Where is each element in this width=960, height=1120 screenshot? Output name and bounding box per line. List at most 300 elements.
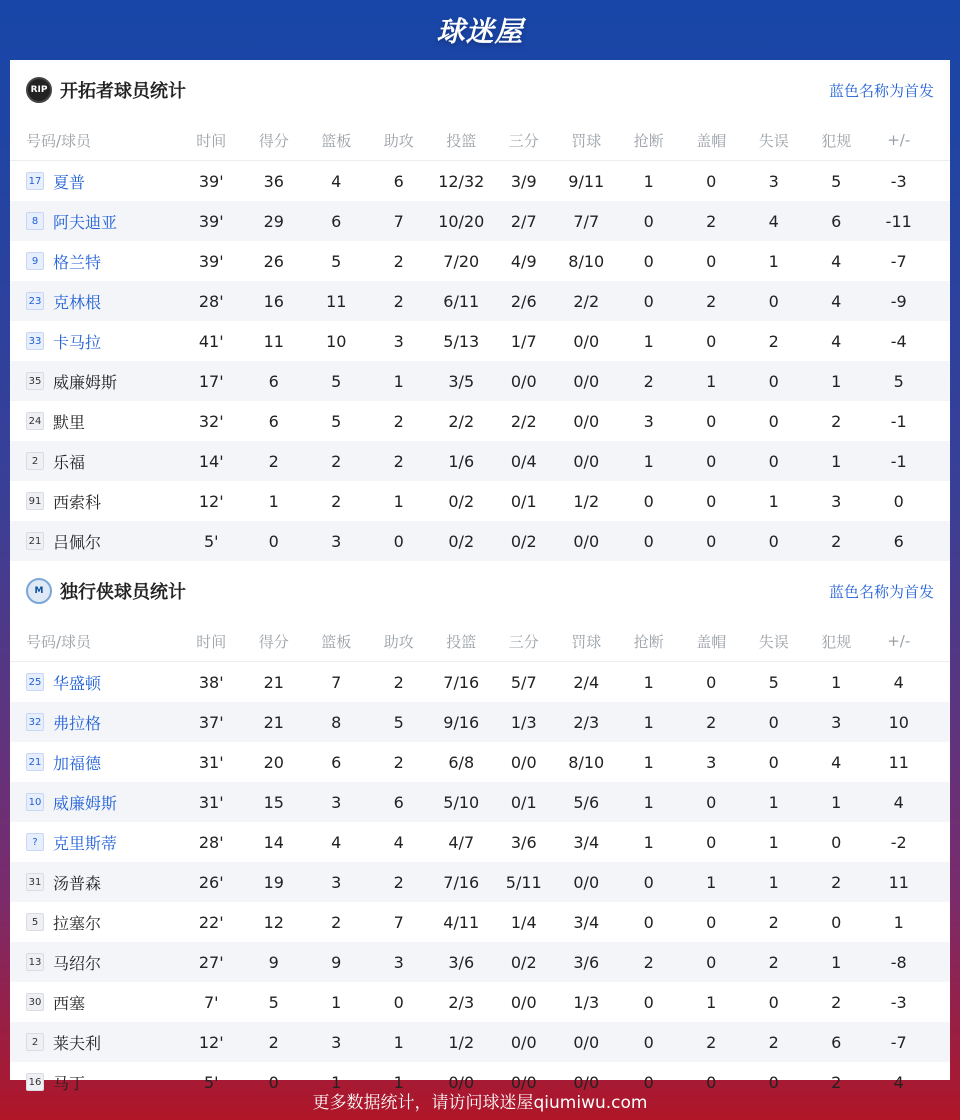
stat-cell: 2 bbox=[768, 912, 779, 932]
stat-cell: 0/0 bbox=[510, 371, 537, 391]
table-header-row bbox=[10, 120, 950, 161]
stat-cell: 6 bbox=[831, 1032, 842, 1052]
player-name[interactable]: 西索科 bbox=[53, 492, 102, 512]
stat-cell: 0/2 bbox=[448, 531, 475, 551]
column-header: 失误 bbox=[758, 632, 789, 651]
stat-cell: 0 bbox=[643, 912, 654, 932]
stat-cell: 29 bbox=[263, 211, 284, 231]
stat-cell: 1 bbox=[393, 1032, 404, 1052]
stat-cell: 4/11 bbox=[443, 912, 480, 932]
player-cell bbox=[10, 791, 180, 814]
player-name[interactable]: 威廉姆斯 bbox=[53, 372, 118, 392]
team-logo-icon: RIP bbox=[26, 77, 52, 103]
stat-cell: -9 bbox=[890, 291, 907, 311]
stat-cell: 37' bbox=[198, 712, 224, 732]
stat-cell: 0/0 bbox=[510, 992, 537, 1012]
player-cell bbox=[10, 871, 180, 894]
column-header: 号码/球员 bbox=[26, 131, 92, 150]
stat-cell: 4 bbox=[331, 171, 342, 191]
stat-cell: 1 bbox=[393, 1072, 404, 1092]
stat-cell: 4/9 bbox=[510, 251, 537, 271]
stat-cell: 7' bbox=[203, 992, 219, 1012]
stat-cell: 4 bbox=[893, 672, 904, 692]
column-header: 盖帽 bbox=[696, 632, 727, 651]
stat-cell: 4 bbox=[831, 752, 842, 772]
jersey-number: 5 bbox=[26, 913, 44, 931]
stat-cell: 2 bbox=[393, 872, 404, 892]
stat-cell: 2 bbox=[706, 1032, 717, 1052]
player-row[interactable] bbox=[10, 862, 950, 902]
stat-cell: 0 bbox=[893, 491, 904, 511]
stat-cell: 5' bbox=[203, 1072, 219, 1092]
brand-logo: 球迷屋 bbox=[436, 15, 524, 48]
stat-cell: 39' bbox=[198, 171, 224, 191]
stat-cell: 4 bbox=[331, 832, 342, 852]
player-row[interactable] bbox=[10, 742, 950, 782]
player-row[interactable] bbox=[10, 361, 950, 401]
stat-cell: 0 bbox=[768, 1072, 779, 1092]
stat-cell: 5 bbox=[831, 171, 842, 191]
stat-cell: 0 bbox=[768, 531, 779, 551]
stat-cell: 1 bbox=[831, 371, 842, 391]
stat-cell: 10/20 bbox=[438, 211, 485, 231]
stat-cell: 1 bbox=[706, 872, 717, 892]
team-title: 开拓者球员统计 bbox=[60, 81, 186, 102]
stat-cell: 0 bbox=[706, 411, 717, 431]
stat-cell: 1 bbox=[706, 371, 717, 391]
stat-cell: 4 bbox=[893, 792, 904, 812]
player-name[interactable]: 马绍尔 bbox=[53, 953, 102, 973]
player-row[interactable] bbox=[10, 782, 950, 822]
stat-cell: 0 bbox=[706, 171, 717, 191]
jersey-number: 8 bbox=[26, 212, 44, 230]
stat-cell: 0 bbox=[768, 712, 779, 732]
stat-cell: 1 bbox=[768, 872, 779, 892]
team-section bbox=[10, 561, 950, 1102]
stat-cell: 3 bbox=[706, 752, 717, 772]
stat-cell: 0/0 bbox=[573, 411, 600, 431]
stat-cell: -7 bbox=[890, 251, 907, 271]
column-header: 篮板 bbox=[321, 632, 352, 651]
stat-cell: 7/7 bbox=[573, 211, 600, 231]
jersey-number: 16 bbox=[26, 1073, 44, 1091]
player-name[interactable]: 阿夫迪亚 bbox=[53, 212, 118, 232]
stat-cell: 3 bbox=[331, 531, 342, 551]
player-row[interactable] bbox=[10, 281, 950, 321]
player-name[interactable]: 克林根 bbox=[53, 292, 102, 312]
stat-cell: 5/6 bbox=[573, 792, 600, 812]
player-cell bbox=[10, 330, 180, 353]
team-title: 独行侠球员统计 bbox=[60, 582, 186, 603]
stat-cell: 5 bbox=[331, 371, 342, 391]
player-row[interactable] bbox=[10, 982, 950, 1022]
stat-cell: 2/3 bbox=[448, 992, 475, 1012]
stat-cell: -8 bbox=[890, 952, 907, 972]
player-row[interactable] bbox=[10, 521, 950, 561]
column-header: 犯规 bbox=[821, 632, 852, 651]
stat-cell: 0 bbox=[706, 331, 717, 351]
column-header: 三分 bbox=[508, 632, 539, 651]
player-row[interactable] bbox=[10, 401, 950, 441]
team-logo-icon: M bbox=[26, 578, 52, 604]
stat-cell: 2 bbox=[268, 1032, 279, 1052]
stat-cell: 41' bbox=[198, 331, 224, 351]
jersey-number: 10 bbox=[26, 793, 44, 811]
player-cell bbox=[10, 711, 180, 734]
stat-cell: 4 bbox=[393, 832, 404, 852]
stat-cell: 5 bbox=[331, 251, 342, 271]
player-cell bbox=[10, 290, 180, 313]
jersey-number: ? bbox=[26, 833, 44, 851]
stat-cell: 2 bbox=[268, 451, 279, 471]
stat-cell: 0/0 bbox=[510, 1072, 537, 1092]
stat-cell: 0 bbox=[643, 1072, 654, 1092]
jersey-number: 30 bbox=[26, 993, 44, 1011]
stat-cell: 39' bbox=[198, 251, 224, 271]
column-header: 投篮 bbox=[446, 131, 477, 150]
stat-cell: 3/6 bbox=[573, 952, 600, 972]
stat-cell: 5/13 bbox=[443, 331, 480, 351]
player-row[interactable] bbox=[10, 822, 950, 862]
jersey-number: 35 bbox=[26, 372, 44, 390]
player-cell bbox=[10, 210, 180, 233]
stat-cell: 1 bbox=[643, 451, 654, 471]
starter-legend-note: 蓝色名称为首发 bbox=[828, 81, 934, 100]
player-row[interactable] bbox=[10, 321, 950, 361]
player-row[interactable] bbox=[10, 481, 950, 521]
stat-cell: 1/4 bbox=[510, 912, 537, 932]
stat-cell: 32' bbox=[198, 411, 224, 431]
stat-cell: 0 bbox=[643, 291, 654, 311]
stat-cell: 1 bbox=[268, 491, 279, 511]
column-header: 盖帽 bbox=[696, 131, 727, 150]
stat-cell: 12 bbox=[263, 912, 284, 932]
stat-cell: 3/9 bbox=[510, 171, 537, 191]
column-header: 得分 bbox=[258, 131, 289, 150]
stat-cell: 4 bbox=[893, 1072, 904, 1092]
stat-cell: 0/4 bbox=[510, 451, 537, 471]
stat-cell: 5 bbox=[393, 712, 404, 732]
stat-cell: 1 bbox=[768, 251, 779, 271]
stat-cell: 27' bbox=[198, 952, 224, 972]
stat-cell: 5 bbox=[768, 672, 779, 692]
stat-cell: 26 bbox=[263, 251, 284, 271]
stat-cell: 3 bbox=[643, 411, 654, 431]
stat-cell: 0 bbox=[831, 912, 842, 932]
stat-cell: 2 bbox=[706, 291, 717, 311]
stat-cell: 20 bbox=[263, 752, 284, 772]
player-row[interactable] bbox=[10, 942, 950, 982]
player-cell bbox=[10, 911, 180, 934]
stat-cell: 2 bbox=[393, 752, 404, 772]
stat-cell: -4 bbox=[890, 331, 907, 351]
column-header: 助攻 bbox=[383, 632, 414, 651]
starter-legend-note: 蓝色名称为首发 bbox=[828, 582, 934, 601]
stat-cell: 0 bbox=[643, 992, 654, 1012]
stat-cell: 0 bbox=[706, 251, 717, 271]
player-name[interactable]: 乐福 bbox=[53, 452, 86, 472]
stat-cell: 1 bbox=[331, 992, 342, 1012]
stat-cell: 1 bbox=[831, 792, 842, 812]
player-name[interactable]: 拉塞尔 bbox=[53, 913, 102, 933]
stat-cell: 0 bbox=[393, 992, 404, 1012]
stat-cell: 2 bbox=[831, 872, 842, 892]
column-header: 罚球 bbox=[571, 632, 602, 651]
stat-cell: 9 bbox=[268, 952, 279, 972]
player-name[interactable]: 马丁 bbox=[53, 1073, 86, 1093]
stat-cell: 2 bbox=[393, 411, 404, 431]
stat-cell: 10 bbox=[888, 712, 909, 732]
player-name[interactable]: 克里斯蒂 bbox=[53, 833, 118, 853]
stat-cell: 0 bbox=[643, 872, 654, 892]
stat-cell: 0 bbox=[706, 792, 717, 812]
jersey-number: 25 bbox=[26, 673, 44, 691]
jersey-number: 24 bbox=[26, 412, 44, 430]
stat-cell: 0/1 bbox=[510, 792, 537, 812]
player-row[interactable] bbox=[10, 161, 950, 201]
stat-cell: 2 bbox=[331, 912, 342, 932]
stat-cell: 0 bbox=[831, 832, 842, 852]
stat-cell: 0 bbox=[768, 992, 779, 1012]
column-header: 抢断 bbox=[633, 131, 664, 150]
stat-cell: 7 bbox=[393, 211, 404, 231]
stat-cell: 0 bbox=[268, 531, 279, 551]
stat-cell: 0/0 bbox=[573, 451, 600, 471]
stat-cell: 9/11 bbox=[568, 171, 605, 191]
stat-cell: 3 bbox=[831, 491, 842, 511]
stat-cell: 0 bbox=[706, 1072, 717, 1092]
column-header: 助攻 bbox=[383, 131, 414, 150]
stat-cell: 2/6 bbox=[510, 291, 537, 311]
stat-cell: 1 bbox=[831, 952, 842, 972]
stat-cell: 2/2 bbox=[573, 291, 600, 311]
column-header: 犯规 bbox=[821, 131, 852, 150]
jersey-number: 91 bbox=[26, 492, 44, 510]
stat-cell: 0 bbox=[393, 531, 404, 551]
player-name[interactable]: 吕佩尔 bbox=[53, 532, 102, 552]
stat-cell: 21 bbox=[263, 672, 284, 692]
stat-cell: 21 bbox=[263, 712, 284, 732]
stat-cell: 8 bbox=[331, 712, 342, 732]
stat-cell: -1 bbox=[890, 411, 907, 431]
stat-cell: 3 bbox=[831, 712, 842, 732]
stat-cell: 7/16 bbox=[443, 672, 480, 692]
stat-cell: 3/6 bbox=[448, 952, 475, 972]
jersey-number: 21 bbox=[26, 753, 44, 771]
column-header: +/- bbox=[887, 632, 911, 650]
player-name[interactable]: 华盛顿 bbox=[53, 673, 102, 693]
stat-cell: 12/32 bbox=[438, 171, 485, 191]
stat-cell: 14 bbox=[263, 832, 284, 852]
player-cell bbox=[10, 410, 180, 433]
stat-cell: 1/2 bbox=[573, 491, 600, 511]
stat-cell: 4 bbox=[831, 291, 842, 311]
stat-cell: 17' bbox=[198, 371, 224, 391]
stat-cell: 2/2 bbox=[510, 411, 537, 431]
jersey-number: 13 bbox=[26, 953, 44, 971]
stat-cell: 2 bbox=[393, 672, 404, 692]
stat-cell: 0 bbox=[706, 952, 717, 972]
stat-cell: 31' bbox=[198, 752, 224, 772]
stat-cell: 7 bbox=[393, 912, 404, 932]
stat-cell: 1 bbox=[643, 752, 654, 772]
stat-cell: 1/7 bbox=[510, 331, 537, 351]
stat-cell: 1 bbox=[393, 371, 404, 391]
stat-cell: 0 bbox=[768, 291, 779, 311]
stat-cell: 6 bbox=[331, 752, 342, 772]
stat-cell: 1/2 bbox=[448, 1032, 475, 1052]
column-header: 得分 bbox=[258, 632, 289, 651]
stat-cell: 2 bbox=[643, 952, 654, 972]
stat-cell: 31' bbox=[198, 792, 224, 812]
stat-cell: 4/7 bbox=[448, 832, 475, 852]
stat-cell: 0 bbox=[643, 251, 654, 271]
stat-cell: 11 bbox=[888, 872, 909, 892]
stat-cell: 5/11 bbox=[505, 872, 542, 892]
column-header: 失误 bbox=[758, 131, 789, 150]
table-header-row bbox=[10, 621, 950, 662]
player-row[interactable] bbox=[10, 902, 950, 942]
player-row[interactable] bbox=[10, 1022, 950, 1062]
stat-cell: -3 bbox=[890, 171, 907, 191]
player-row[interactable] bbox=[10, 201, 950, 241]
stat-cell: 0/2 bbox=[448, 491, 475, 511]
player-name[interactable]: 弗拉格 bbox=[53, 713, 102, 733]
stat-cell: 1/3 bbox=[573, 992, 600, 1012]
stat-cell: 0 bbox=[643, 1032, 654, 1052]
player-cell bbox=[10, 951, 180, 974]
player-cell bbox=[10, 991, 180, 1014]
stat-cell: 3 bbox=[331, 872, 342, 892]
stat-cell: 0 bbox=[706, 451, 717, 471]
stat-cell: 2 bbox=[768, 331, 779, 351]
stat-cell: 0 bbox=[768, 371, 779, 391]
player-name[interactable]: 威廉姆斯 bbox=[53, 793, 118, 813]
stat-cell: 2 bbox=[831, 992, 842, 1012]
stat-cell: 6 bbox=[831, 211, 842, 231]
player-name[interactable]: 默里 bbox=[53, 412, 86, 432]
stat-cell: 2 bbox=[393, 251, 404, 271]
stat-cell: 1 bbox=[831, 672, 842, 692]
stat-cell: 1 bbox=[643, 331, 654, 351]
stat-cell: 2 bbox=[331, 491, 342, 511]
stat-cell: 0 bbox=[643, 531, 654, 551]
footer-text: 更多数据统计，请访问球迷屋qiumiwu.com bbox=[312, 1092, 648, 1113]
stat-cell: 3 bbox=[393, 331, 404, 351]
stat-cell: 0/0 bbox=[573, 531, 600, 551]
column-header: 篮板 bbox=[321, 131, 352, 150]
stat-cell: 0/0 bbox=[573, 371, 600, 391]
player-name[interactable]: 卡马拉 bbox=[53, 332, 102, 352]
stat-cell: 5 bbox=[331, 411, 342, 431]
stat-cell: 8/10 bbox=[568, 752, 605, 772]
stat-cell: 4 bbox=[831, 251, 842, 271]
column-header: 投篮 bbox=[446, 632, 477, 651]
stat-cell: 3/6 bbox=[510, 832, 537, 852]
stat-cell: 0/0 bbox=[573, 1032, 600, 1052]
player-row[interactable] bbox=[10, 662, 950, 702]
stat-cell: 1 bbox=[831, 451, 842, 471]
stat-cell: 5/10 bbox=[443, 792, 480, 812]
player-cell bbox=[10, 370, 180, 393]
player-row[interactable] bbox=[10, 441, 950, 481]
stat-cell: 3 bbox=[768, 171, 779, 191]
stat-cell: 4 bbox=[768, 211, 779, 231]
stat-cell: 36 bbox=[263, 171, 284, 191]
stat-cell: 2/2 bbox=[448, 411, 475, 431]
stat-cell: 1 bbox=[706, 992, 717, 1012]
stat-cell: 7/16 bbox=[443, 872, 480, 892]
stat-cell: -11 bbox=[885, 211, 912, 231]
stat-cell: 0 bbox=[768, 411, 779, 431]
stat-cell: 3/5 bbox=[448, 371, 475, 391]
stat-cell: 9/16 bbox=[443, 712, 480, 732]
column-header: 时间 bbox=[196, 632, 227, 651]
jersey-number: 32 bbox=[26, 713, 44, 731]
stat-cell: 5' bbox=[203, 531, 219, 551]
player-cell bbox=[10, 831, 180, 854]
team-section bbox=[10, 60, 950, 561]
player-name[interactable]: 莱夫利 bbox=[53, 1033, 102, 1053]
stat-cell: 0 bbox=[706, 832, 717, 852]
stat-cell: 2 bbox=[706, 712, 717, 732]
stat-cell: 0 bbox=[706, 672, 717, 692]
stat-cell: 1 bbox=[768, 792, 779, 812]
stat-cell: 1 bbox=[331, 1072, 342, 1092]
stat-cell: 1 bbox=[893, 912, 904, 932]
stat-cell: -1 bbox=[890, 451, 907, 471]
stat-cell: 0/2 bbox=[510, 531, 537, 551]
stat-cell: 6 bbox=[893, 531, 904, 551]
player-row[interactable] bbox=[10, 241, 950, 281]
stat-cell: 6 bbox=[268, 411, 279, 431]
stat-cell: 1 bbox=[643, 792, 654, 812]
player-row[interactable] bbox=[10, 702, 950, 742]
stat-cell: 0/0 bbox=[573, 1072, 600, 1092]
stat-cell: 0 bbox=[643, 491, 654, 511]
stat-cell: 39' bbox=[198, 211, 224, 231]
stat-cell: 28' bbox=[198, 832, 224, 852]
player-cell bbox=[10, 751, 180, 774]
stat-cell: -3 bbox=[890, 992, 907, 1012]
jersey-number: 2 bbox=[26, 452, 44, 470]
player-name[interactable]: 汤普森 bbox=[53, 873, 102, 893]
stat-cell: 22' bbox=[198, 912, 224, 932]
stat-cell: 6 bbox=[393, 171, 404, 191]
player-name[interactable]: 西塞 bbox=[53, 993, 86, 1013]
stat-cell: 0/0 bbox=[448, 1072, 475, 1092]
stat-cell: 0 bbox=[643, 211, 654, 231]
team-header bbox=[10, 561, 950, 621]
column-header: 号码/球员 bbox=[26, 632, 92, 651]
jersey-number: 9 bbox=[26, 252, 44, 270]
stats-card bbox=[10, 60, 950, 1093]
stat-cell: 4 bbox=[831, 331, 842, 351]
player-name[interactable]: 格兰特 bbox=[53, 252, 102, 272]
stat-cell: 11 bbox=[888, 752, 909, 772]
column-header: 时间 bbox=[196, 131, 227, 150]
stat-cell: 28' bbox=[198, 291, 224, 311]
stat-cell: 3 bbox=[331, 1032, 342, 1052]
player-name[interactable]: 夏普 bbox=[53, 172, 86, 192]
player-name[interactable]: 加福德 bbox=[53, 753, 102, 773]
stat-cell: 11 bbox=[263, 331, 284, 351]
stat-cell: 10 bbox=[326, 331, 347, 351]
stat-cell: 6/8 bbox=[448, 752, 475, 772]
stat-cell: 14' bbox=[198, 451, 224, 471]
column-header: 抢断 bbox=[633, 632, 664, 651]
stat-cell: 2 bbox=[768, 952, 779, 972]
